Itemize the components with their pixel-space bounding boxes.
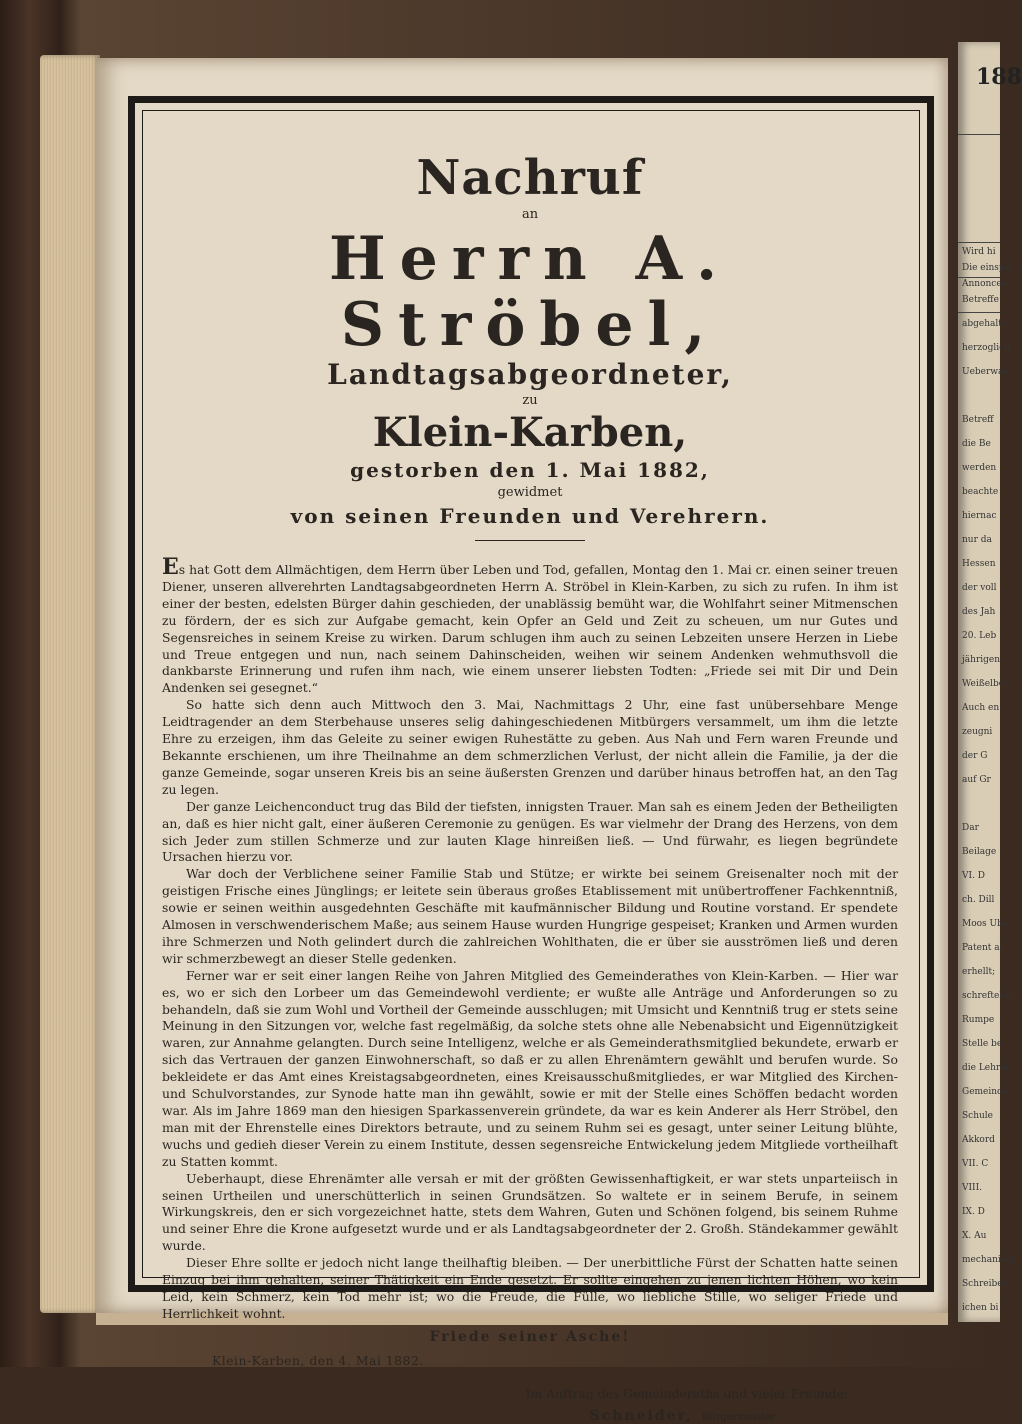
paragraph: Ferner war er seit einer langen Reihe von Jahren Mitglied des Gemeinderathes von Klein-Karben. — Hier war es, wo er sich den Lorbeer um das Gemeindewohl verdiente; er wußte alle Anträge und Anforderungen so zu behandeln, daß sie zum Wohl und Vortheil der Gemeinde ausschlugen; mit Umsicht und Kenntniß trug er stets seine Meinung in den Sitzungen vor, welche fast regelmäßig, da solche stets ohne alle Nebenabsicht und Eigennützigkeit waren, zur Annahme gelangten. Durch seine Intelligenz, welche er als Gemeinderathsmitglied bekundete, erwarb er sich das Vertrauen der ganzen Einwohnerschaft, so daß er zu allen Ehrenämtern gewählt und berufen wurde. So bekleidete er das Amt eines Kreistagsabgeordneten, eines Kreisausschußmitgliedes, er war Mitglied des Kirchen- und Schulvorstandes, zur Synode hatte man ihn gewählt, sowie er mit der Stelle eines Schöffen bedacht worden war. Als im Jahre 1869 man den hiesigen Sparkassenverein gründete, da war es kein Anderer als Herr Ströbel, den man mit der Ehrenstelle eines Direktors betraute, und zu seinem Ruhm sei es gesagt, unter seiner Leitung blühte, wuchs und gedieh dieser Verein zu einem Institute, dessen segensreiche Entwickelung jedem Mitgliede vortheilhaft zu Statten kommt. [162, 967, 898, 1169]
right-page-line: herzoglich [962, 343, 1010, 353]
right-page-line: auf Gr [962, 775, 991, 785]
right-page-line: Betreff [962, 415, 994, 425]
right-page-line: Beilage [962, 847, 997, 857]
deceased-name: Herrn A. Ströbel, [328, 224, 732, 360]
obituary-body [162, 554, 898, 1323]
right-page-line: mechaniker [962, 1255, 1016, 1265]
title: Nachruf [416, 150, 644, 206]
right-page-line: Rumpe [962, 1015, 995, 1025]
right-page-line: erhellt; [962, 967, 996, 977]
signature-name: Schneider, [589, 1407, 693, 1424]
paragraph: Dieser Ehre sollte er jedoch nicht lange theilhaftig bleiben. — Der unerbittliche Fürst der Schatten hatte seinen Einzug bei ihm gehalten, seiner Thätigkeit ein Ende gesetzt. Er sollte eingehen zu jenen lichten Höhen, wo kein Leid, kein Schmerz, kein Tod mehr ist; wo die Freude, die Fülle, wo liebliche Stille, wo seliger Friede und Herrlichkeit wohnt. [162, 1255, 898, 1321]
signature-title: Bürgermeister. [701, 1411, 778, 1423]
right-page-line: Dar [962, 823, 979, 833]
page-number: 188 [976, 64, 1022, 90]
paragraph: Der ganze Leichenconduct trug das Bild der tiefsten, innigsten Trauer. Man sah es einem Jeden der Betheiligten an, daß es hier nicht galt, einer äußeren Ceremonie zu genügen. Es war vielmehr der Drang des Herzens, von dem sich Jeder zum stillen Schmerze und zur lauten Klage hinreißen ließ. — Und fürwahr, es liegen begründete Ursachen hierzu vor. [162, 798, 898, 865]
closing-blessing: Friede seiner Asche! [429, 1328, 631, 1345]
right-page-line: die Lehrer [962, 1063, 1010, 1073]
right-page-line: Die einspal [962, 263, 1013, 273]
deceased-role: Landtagsabgeordneter, [327, 358, 733, 391]
place-name: Klein-Karben, [372, 409, 688, 456]
right-page-line: Hessen [962, 559, 996, 569]
right-page-line: IX. D [962, 1207, 985, 1217]
right-page-line: Moos Ube [962, 919, 1009, 929]
divider [958, 277, 1000, 278]
page-edges [40, 55, 100, 1313]
death-date: gestorben den 1. Mai 1882, [350, 458, 710, 482]
dedicated-word: gewidmet [497, 485, 563, 500]
right-page-line: Annoncen [962, 279, 1008, 289]
right-page-line: Akkord [962, 1135, 995, 1145]
right-page-line: Ueberwac [962, 367, 1009, 377]
preposition-zu: zu [522, 393, 538, 408]
right-page-line: VII. C [962, 1159, 989, 1169]
right-page-line: 20. Leb [962, 631, 997, 641]
paragraph: So hatte sich denn auch Mittwoch den 3. Mai, Nachmittags 2 Uhr, eine fast unübersehbare Menge Leidtragender an dem Sterbehause unseres selig dahingeschiedenen Mitbürgers versammelt, um ihm die letzte Ehre zu erzeigen, ihm das Geleite zu seiner ewigen Ruhestätte zu geben. Aus Nah und Fern waren Freunde und Bekannte erschienen, um ihre Theilnahme an dem schmerzlichen Verlust, der nicht allein die Familie, ja der die ganze Gemeinde, sogar unseren Kreis bis an seine äußersten Grenzen und darüber hinaus betroffen hat, an den Tag zu legen. [162, 697, 898, 797]
right-page-line: VIII. [962, 1183, 983, 1193]
right-page-line: werden [962, 463, 997, 473]
preposition-an: an [521, 207, 539, 222]
right-page-line: beachte [962, 487, 999, 497]
right-page-line: Patent al [962, 943, 1003, 953]
right-page-line: X. Au [962, 1231, 987, 1241]
paragraph: Ueberhaupt, diese Ehrenämter alle versah er mit der größten Gewissenhaftigkeit, er war stets unparteiisch in seinen Urtheilen und unerschütterlich in seinen Grundsätzen. So waltete er in seinem Berufe, in seinem Wirkungskreis, den er sich vorgezeichnet hatte, stets dem Wahren, Guten und Schönen folgend, bis seinem Ruhme und seiner Ehre die Krone aufgesetzt wurde und er als Landtagsabgeordneter der 2. Großh. Ständekammer gewählt wurde. [162, 1170, 898, 1254]
right-page-line: Schreiber [962, 1279, 1007, 1289]
right-page-line: ch. Dill [962, 895, 995, 905]
right-page-line: die Be [962, 439, 991, 449]
right-page-line: Wird hi [962, 247, 996, 257]
right-page-line: Betreffe [962, 295, 999, 305]
right-page-line: nur da [962, 535, 992, 545]
divider [958, 242, 1000, 243]
dedication: von seinen Freunden und Verehrern. [290, 504, 770, 528]
signature-block [162, 1386, 848, 1424]
right-page-line: ichen bi [962, 1303, 999, 1313]
dateline: Klein-Karben, den 4. Mai 1882. [212, 1352, 424, 1368]
right-page-line: hiernac [962, 511, 997, 521]
separator-rule [475, 540, 585, 541]
right-page-line: schreftelle [962, 991, 1011, 1001]
right-page-line: Stelle be [962, 1039, 1003, 1049]
right-page-line: des Jah [962, 607, 996, 617]
right-page-line: Gemeinde [962, 1087, 1009, 1097]
right-page-line: Schule [962, 1111, 994, 1121]
right-page-line: Auch en [962, 703, 1000, 713]
right-page-line: der G [962, 751, 988, 761]
divider [958, 312, 1000, 313]
right-page-line: abgehalte [962, 319, 1008, 329]
right-page-line: zeugni [962, 727, 993, 737]
paragraph: War doch der Verblichene seiner Familie Stab und Stütze; er wirkte bei seinem Greisenalter noch mit der geistigen Frische eines Jünglings; er leitete sein überaus großes Etablissement mit unübertroffener Fachkenntniß, sowie er seinen weithin ausgedehnten Geschäfte mit kaufmännischer Bildung und Routine vorstand. Er spendete Almosen in verschwenderischem Maße; aus seinem Hause wurden Hungrige gespeiset; Kranken und Armen wurden ihre Schmerzen und Noth gelindert durch die zahlreichen Wohlthaten, die er über sie ausströmen ließ und deren wir schmerzbewegt an dieser Stelle gedenken. [162, 866, 898, 966]
right-page-line: jährigen [962, 655, 1001, 665]
right-page [958, 42, 1022, 1322]
right-page-line: VI. D [962, 871, 985, 881]
divider [958, 134, 1000, 135]
right-page-line: Weißelber [962, 679, 1009, 689]
paragraph: Es hat Gott dem Allmächtigen, dem Herrn über Leben und Tod, gefallen, Montag den 1. Mai cr. einen seiner treuen Diener, unseren allverehrten Landtagsabgeordneten Herrn A. Ströbel in Klein-Karben, zu sich zu rufen. In ihm ist einer der besten, edelsten Bürger dahin geschieden, der unablässig bemüht war, die Wohlfahrt seiner Mitmenschen zu fördern, der es sich zur Aufgabe gemacht, kein Opfer an Geld und Zeit zu scheuen, um nur Gutes und Segensreiches in seinem Kreise zu wirken. Darum schlugen ihm auch zu seinen Lebzeiten unsere Herzen in Liebe und Treue entgegen und nun, nach seinem Dahinscheiden, weihen wir seinem Andenken wehmuthsvoll die dankbarste Erinnerung und rufen ihm nach, wie einem unserer liebsten Todten: „Friede sei mit Dir und Dein Andenken sei gesegnet.“ [162, 554, 898, 696]
obituary [162, 150, 898, 1424]
right-page-line: der voll [962, 583, 997, 593]
signature-intro: Im Auftrag des Gemeinderaths und vieler Freunde: [525, 1385, 848, 1401]
